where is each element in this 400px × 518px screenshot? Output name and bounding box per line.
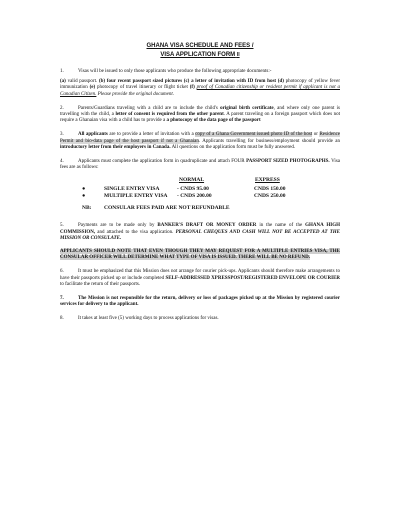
section-2: [60, 106, 340, 125]
s2-consent-letter: letter of consent is required from the other parent: [115, 112, 224, 118]
fee-express: CNDS 150.00: [254, 186, 286, 193]
notice-highlight: APPLICANTS SHOULD NOTE THAT EVEN THOUGH THEY MAY REQUEST FOR A MULTIPLE ENTRIES VISA, THE CONSULAR OFFICER WILL DETERMINE WHAT TYPE OF VISA IS ISSUED. THERE WILL BE NO REFUND.: [60, 249, 340, 261]
s8-text: It takes at least five (5) working days to process applications for visas.: [78, 316, 219, 322]
section-1-items: [60, 79, 340, 98]
s7-text: The Mission is not responsible for the return, delivery or loss of packages picked up at the Mission by registered courier services for delivery to the applicant.: [60, 296, 340, 308]
s2-p2: , and where only one parent is travelling with the child, a: [60, 105, 340, 118]
section-number: 4.: [60, 159, 64, 165]
section-number: 7.: [60, 296, 64, 302]
title-mark: II: [236, 52, 240, 58]
s2-data-page: a photocopy of the data page of the passport: [166, 118, 261, 124]
s3-p2: or: [312, 132, 320, 138]
fee-label: SINGLE ENTRY VISA: [104, 186, 160, 193]
item-b-d-text: (b) four recent passport sized pictures (c) a letter of invitation with ID from host (d): [98, 79, 284, 85]
item-f-label: (f): [189, 85, 197, 91]
s5-p1: Payments are to be made only by: [78, 223, 158, 229]
s6-envelope: SELF-ADDRESSED XPRESSPOST/REGISTERED ENVELOPE OR COURIER: [165, 275, 341, 281]
s5-ghana-high-commission: GHANA HIGH COMMISSION,: [60, 223, 340, 235]
s5-no-cheques: PERSONAL CHEQUES AND CASH WILL NOT BE ACCEPTED AT THE MISSION OR CONSULATE.: [60, 229, 341, 241]
s3-p3: . Applicants travelling for business/employment should provide an: [198, 138, 340, 144]
s2-p1: Parents/Guardians traveling with a child are to include the child's: [78, 105, 221, 111]
fees-table: [60, 171, 340, 211]
s3-introductory-letter: introductory letter from their employers in Canada.: [60, 144, 171, 150]
section-7: [60, 296, 340, 308]
fees-nb-label: NB:: [82, 205, 92, 212]
fee-express: CNDS 250.00: [254, 193, 286, 200]
section-4: [60, 159, 340, 171]
s3-p4: All questions on the application form must be fully answered.: [170, 144, 296, 150]
s6-p2: to facilitate the return of their passports.: [60, 281, 141, 287]
title-line-2: [60, 51, 340, 60]
fees-nb-text: CONSULAR FEES PAID ARE NOT REFUNDABLE: [104, 205, 230, 212]
fee-bullet: ●: [82, 186, 86, 193]
title-line-1: GHANA VISA SCHEDULE AND FEES /: [146, 43, 254, 49]
fee-label: MULTIPLE ENTRY VISA: [104, 193, 168, 200]
s4-p1: Applicants must complete the application form in quadruplicate and attach FOUR: [78, 159, 247, 165]
fees-header-express: EXPRESS: [255, 177, 280, 184]
section-number: 5.: [60, 223, 64, 229]
section-6: [60, 269, 340, 288]
section-number: 6.: [60, 269, 64, 275]
item-a-label: (a): [60, 79, 66, 85]
s5-p3: and attached to the visa application.: [95, 229, 176, 235]
s3-highlight-photo-id: copy of a Ghana Government issued photo ID of the host: [195, 132, 313, 138]
item-a-text: valid passport.: [65, 79, 99, 85]
fee-normal: - CNDS 95.00: [177, 186, 209, 193]
section-5: [60, 223, 340, 242]
item-f-proof: proof of Canadian citizenship or resident permit if applicant is not a Canadian Citizen.: [60, 85, 340, 97]
section-1-intro: Visas will be issued to only those applicants who produce the following appropriate documents:-: [78, 69, 272, 74]
section-number: 1.: [60, 69, 64, 74]
section-number: 3.: [60, 132, 64, 138]
section-number: 8.: [60, 316, 64, 322]
s5-p2: in the name of the: [256, 223, 306, 229]
item-d-text: photocopy of yellow fever immunization: [60, 79, 340, 91]
section-number: 2.: [60, 105, 64, 111]
s3-p1: are to provide a letter of invitation with a: [107, 132, 196, 138]
s2-p3: . A parent traveling on a foreign passport which does not require a Ghanaian visa with a child has to provide a: [60, 112, 341, 124]
s2-birth-certificate: original birth certificate: [220, 105, 274, 111]
fees-header-normal: NORMAL: [179, 177, 205, 184]
section-3: [60, 132, 340, 151]
title-line-2-text: VISA APPLICATION FORM: [160, 52, 236, 58]
fee-bullet: ●: [82, 193, 86, 200]
multiple-entry-notice: [60, 249, 340, 261]
item-f-tail: Please provide the original document.: [96, 91, 174, 97]
s3-all-applicants: All applicants: [78, 132, 108, 138]
s4-p2: Visa fees are as follows:: [60, 159, 340, 171]
s6-p1: It must be emphasized that this Mission does not arrange for courier pick-ups. Applicants should therefore make arrangements to have their passports picked up or include completed: [60, 269, 340, 281]
section-8: [60, 316, 340, 322]
s3-highlight-residence: Residence Permit and bio-data page of the host passport if not a Ghanaian: [60, 132, 341, 144]
s4-photographs: PASSPORT SIZED PHOTOGRAPHS.: [246, 159, 330, 165]
item-e-text: photocopy of travel itinerary or flight ticket: [95, 85, 190, 91]
item-e-label: (e): [89, 85, 96, 91]
document-title: [60, 42, 340, 60]
s5-payment-method: BANKER'S DRAFT OR MONEY ORDER: [157, 223, 257, 229]
fee-normal: - CNDS 200.00: [177, 193, 212, 200]
